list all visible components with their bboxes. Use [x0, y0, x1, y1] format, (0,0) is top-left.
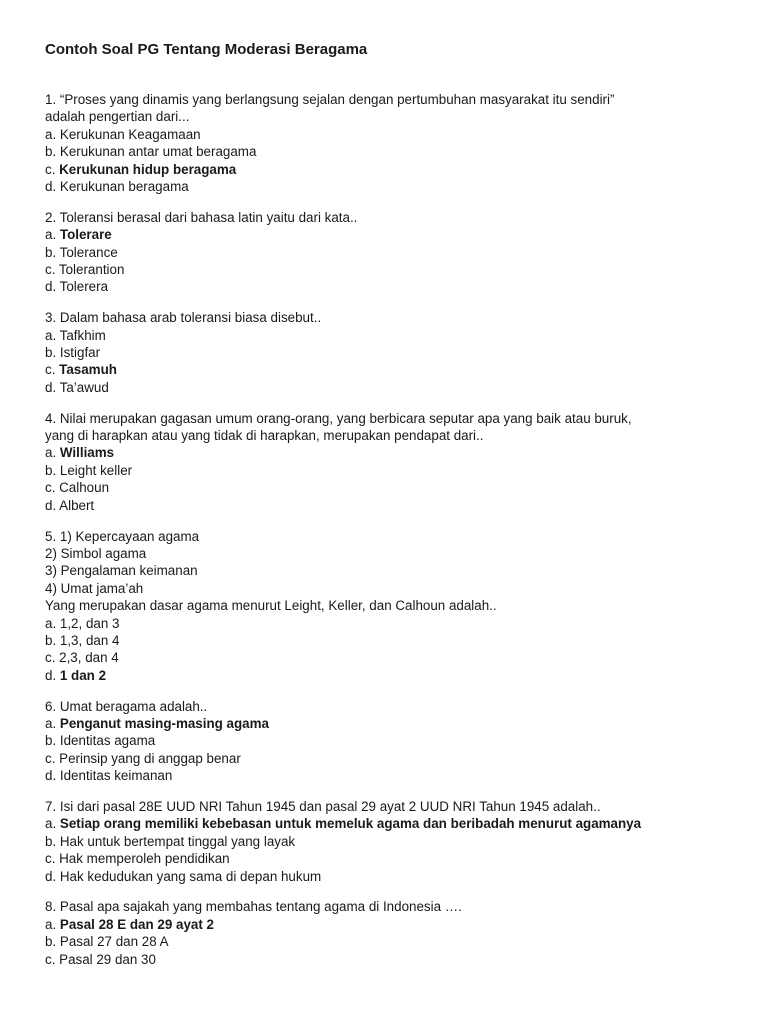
option-letter: d.: [45, 667, 60, 683]
question-text-line: 3. Dalam bahasa arab toleransi biasa disebut..: [45, 310, 322, 326]
question-text-line: 6. Umat beragama adalah..: [45, 698, 208, 714]
option-letter: c.: [45, 650, 60, 666]
question-text-line: 4) Umat jama’ah: [45, 580, 144, 596]
option-letter: b.: [45, 934, 60, 950]
question-text-line: Yang merupakan dasar agama menurut Leight, Keller, dan Calhoun adalah..: [45, 598, 497, 614]
answer-option-c: [45, 361, 735, 378]
option-letter: c.: [45, 262, 59, 278]
option-text: Kerukunan beragama: [59, 179, 189, 195]
question-8: [45, 898, 735, 968]
option-letter: d.: [45, 379, 60, 395]
option-letter: c.: [45, 851, 60, 867]
option-letter: b.: [45, 833, 60, 849]
answer-option-d: [45, 178, 735, 195]
option-letter: b.: [45, 632, 60, 648]
correct-answer-text: Pasal 28 E dan 29 ayat 2: [59, 916, 214, 932]
document-page: [45, 40, 735, 981]
document-title: Contoh Soal PG Tentang Moderasi Beragama: [45, 41, 368, 58]
question-2: [45, 209, 735, 296]
option-letter: b.: [45, 244, 60, 260]
answer-option-d: [45, 379, 735, 396]
option-letter: a.: [45, 445, 60, 461]
answer-option-c: [45, 479, 735, 496]
answer-option-b: [45, 933, 735, 950]
option-text: Hak untuk bertempat tinggal yang layak: [59, 833, 296, 849]
option-letter: d.: [45, 179, 60, 195]
question-text-line: 1. “Proses yang dinamis yang berlangsung sejalan dengan pertumbuhan masyarakat itu sendiri”: [45, 92, 615, 107]
option-letter: b.: [45, 462, 60, 478]
answer-option-c: [45, 750, 735, 767]
answer-option-b: [45, 462, 735, 479]
question-text-line: 3) Pengalaman keimanan: [45, 563, 198, 579]
answer-option-a: [45, 615, 735, 632]
correct-answer-text: Penganut masing-masing agama: [59, 715, 269, 731]
option-letter: a.: [45, 227, 60, 243]
option-letter: c.: [45, 951, 60, 967]
question-4: [45, 410, 735, 514]
option-letter: c.: [45, 750, 60, 766]
answer-option-a: [45, 327, 735, 344]
option-text: Tafkhim: [59, 327, 106, 343]
option-text: Hak kedudukan yang sama di depan hukum: [59, 868, 322, 884]
question-text-line: 5. 1) Kepercayaan agama: [45, 528, 200, 544]
answer-option-a: [45, 916, 735, 933]
option-letter: b.: [45, 144, 60, 160]
option-text: 1,3, dan 4: [59, 632, 120, 648]
option-letter: d.: [45, 279, 60, 295]
question-text-line: 4. Nilai merupakan gagasan umum orang-orang, yang berbicara seputar apa yang baik atau buruk,: [45, 410, 632, 426]
question-text-line: 8. Pasal apa sajakah yang membahas tentang agama di Indonesia ….: [45, 899, 462, 915]
answer-option-d: [45, 278, 735, 295]
option-text: Tolerantion: [58, 262, 125, 278]
question-list: [45, 91, 735, 968]
answer-option-b: [45, 143, 735, 160]
question-7: [45, 798, 735, 885]
option-text: Istigfar: [59, 345, 101, 361]
option-letter: a.: [45, 816, 60, 832]
correct-answer-text: Kerukunan hidup beragama: [59, 161, 237, 177]
option-text: Albert: [59, 497, 95, 513]
option-text: Identitas agama: [59, 733, 156, 749]
answer-option-d: [45, 868, 735, 885]
option-text: Hak memperoleh pendidikan: [59, 851, 230, 867]
answer-option-a: [45, 715, 735, 732]
option-letter: b.: [45, 733, 60, 749]
option-letter: c.: [45, 480, 60, 496]
answer-option-b: [45, 833, 735, 850]
answer-option-b: [45, 732, 735, 749]
option-letter: a.: [45, 126, 60, 142]
answer-option-a: [45, 226, 735, 243]
option-text: Tolerance: [59, 244, 118, 260]
correct-answer-text: Tolerare: [59, 227, 112, 243]
option-letter: c.: [45, 362, 60, 378]
option-text: Identitas keimanan: [59, 768, 173, 784]
question-6: [45, 698, 735, 785]
answer-option-c: [45, 850, 735, 867]
option-letter: b.: [45, 345, 60, 361]
answer-option-a: [45, 815, 735, 832]
option-text: Calhoun: [59, 480, 110, 496]
option-text: 2,3, dan 4: [59, 650, 119, 666]
option-text: Tolerera: [59, 279, 109, 295]
option-letter: d.: [45, 768, 60, 784]
question-3: [45, 309, 735, 396]
answer-option-a: [45, 126, 735, 143]
option-text: Kerukunan Keagamaan: [59, 126, 201, 142]
question-text-line: 2. Toleransi berasal dari bahasa latin yaitu dari kata..: [45, 209, 358, 225]
question-text-line: yang di harapkan atau yang tidak di harapkan, merupakan pendapat dari..: [45, 428, 484, 444]
option-text: Perinsip yang di anggap benar: [59, 750, 241, 766]
correct-answer-text: Williams: [59, 445, 115, 461]
answer-option-d: [45, 667, 735, 684]
question-1: [45, 91, 735, 195]
option-letter: d.: [45, 497, 60, 513]
option-text: Kerukunan antar umat beragama: [59, 144, 257, 160]
answer-option-b: [45, 632, 735, 649]
option-letter: c.: [45, 161, 60, 177]
question-text-line: 2) Simbol agama: [45, 545, 147, 561]
correct-answer-text: 1 dan 2: [59, 667, 107, 683]
option-text: Pasal 27 dan 28 A: [59, 934, 169, 950]
question-5: [45, 528, 735, 685]
answer-option-c: [45, 261, 735, 278]
question-text-line: 7. Isi dari pasal 28E UUD NRI Tahun 1945 dan pasal 29 ayat 2 UUD NRI Tahun 1945 adalah..: [45, 798, 601, 814]
option-text: 1,2, dan 3: [59, 615, 120, 631]
correct-answer-text: Tasamuh: [59, 362, 117, 378]
option-text: Pasal 29 dan 30: [59, 951, 156, 967]
answer-option-b: [45, 244, 735, 261]
answer-option-c: [45, 649, 735, 666]
correct-answer-text: Setiap orang memiliki kebebasan untuk memeluk agama dan beribadah menurut agamanya: [59, 816, 642, 832]
option-letter: a.: [45, 327, 60, 343]
option-letter: a.: [45, 916, 60, 932]
option-letter: a.: [45, 615, 60, 631]
answer-option-b: [45, 344, 735, 361]
option-text: Leight keller: [59, 462, 133, 478]
answer-option-d: [45, 497, 735, 514]
option-letter: a.: [45, 715, 60, 731]
option-letter: d.: [45, 868, 60, 884]
answer-option-c: [45, 951, 735, 968]
question-text-line: adalah pengertian dari...: [45, 109, 190, 125]
answer-option-d: [45, 767, 735, 784]
answer-option-a: [45, 444, 735, 461]
option-text: Ta’awud: [59, 379, 109, 395]
answer-option-c: [45, 161, 735, 178]
